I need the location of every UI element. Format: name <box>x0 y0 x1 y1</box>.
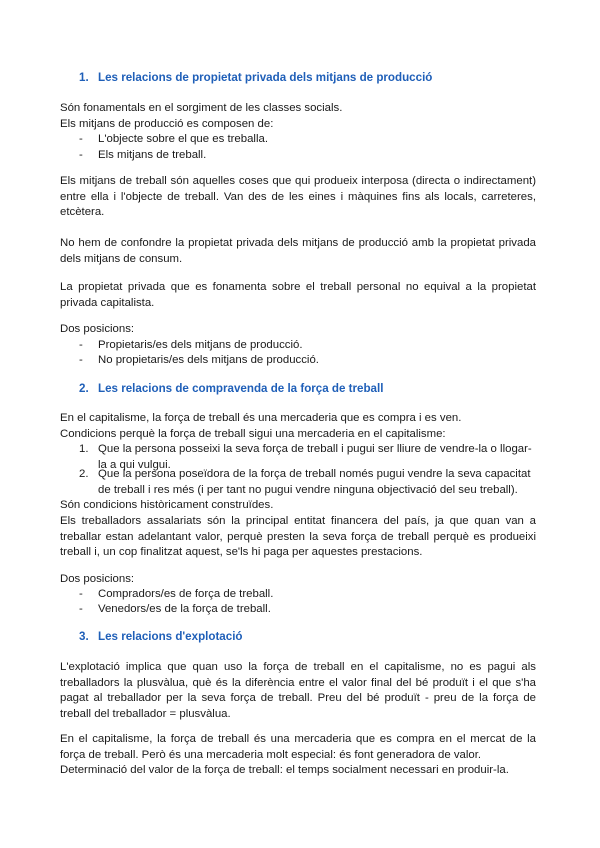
section-heading-3 <box>79 629 243 645</box>
text-line: Els mitjans de producció es composen de: <box>60 118 274 130</box>
paragraph: No hem de confondre la propietat privada dels mitjans de producció amb la propietat privada dels mitjans de consum. <box>60 237 536 265</box>
bullet-item: - No propietaris/es dels mitjans de producció. <box>79 354 319 366</box>
bullet-item: - L'objecte sobre el que es treballa. <box>79 133 268 145</box>
bullet-item: - Compradors/es de força de treball. <box>79 588 274 600</box>
paragraph: Els mitjans de treball són aquelles coses que qui produeix interposa (directa o indirectament) entre ella i l'objecte de treball. Van des de les eines i màquines fins als locals, carreteres, etcètera. <box>60 175 536 219</box>
text-line: Són condicions històricament construïdes. <box>60 499 274 511</box>
paragraph: Els treballadors assalariats són la principal entitat financera del país, ja que quan van a treballar estan adelantant valor, perquè presten la seva força de treball perquè es produeixi treball i, un cop finalitzat aquest, se'ls hi paga per aquestes prestacions. <box>60 515 536 559</box>
section-heading-1 <box>79 70 432 86</box>
text-line: Condicions perquè la força de treball sigui una mercaderia en el capitalisme: <box>60 428 446 440</box>
paragraph: En el capitalisme, la força de treball és una mercaderia que es compra en el mercat de la força de treball. Però és una mercaderia molt especial: és font generadora de valor. <box>60 733 536 761</box>
text-line: En el capitalisme, la força de treball és una mercaderia que es compra i es ven. <box>60 412 462 424</box>
bullet-item: - Venedors/es de la força de treball. <box>79 603 271 615</box>
section-number: 2. <box>79 382 89 395</box>
text-line: Són fonamentals en el sorgiment de les classes socials. <box>60 102 343 114</box>
ordered-item: 2. Que la persona poseïdora de la força de treball només pugui vendre la seva capacitat de treball i res més (i per tant no pugui vendre ninguna objectivació del seu treball). <box>79 468 531 496</box>
section-heading-2 <box>79 381 383 397</box>
section-number: 1. <box>79 71 89 84</box>
section-number: 3. <box>79 630 89 643</box>
text-line: Dos posicions: <box>60 573 135 585</box>
text-line: Determinació del valor de la força de treball: el temps socialment necessari en produir-la. <box>60 764 509 776</box>
section-title: Les relacions de compravenda de la força de treball <box>98 382 384 395</box>
paragraph: La propietat privada que es fonamenta sobre el treball personal no equival a la propietat privada capitalista. <box>60 281 536 309</box>
paragraph: L'explotació implica que quan uso la força de treball en el capitalisme, no es pagui als treballadors la plusvàlua, què és la diferència entre el valor final del bé produït i el que s'ha pagat al treballador per la seva força de treball. Preu del bé produït - preu de la força de treball del treballador = plusvàlua. <box>60 661 536 720</box>
text-line: Dos posicions: <box>60 323 135 335</box>
ordered-item: 1. Que la persona posseixi la seva força de treball i pugui ser lliure de vendre-la o llogar-la a qui vulgui. <box>79 443 532 471</box>
section-title: Les relacions d'explotació <box>98 630 243 643</box>
bullet-item: - Els mitjans de treball. <box>79 149 207 161</box>
section-title: Les relacions de propietat privada dels mitjans de producció <box>98 71 433 84</box>
bullet-item: - Propietaris/es dels mitjans de producció. <box>79 339 303 351</box>
